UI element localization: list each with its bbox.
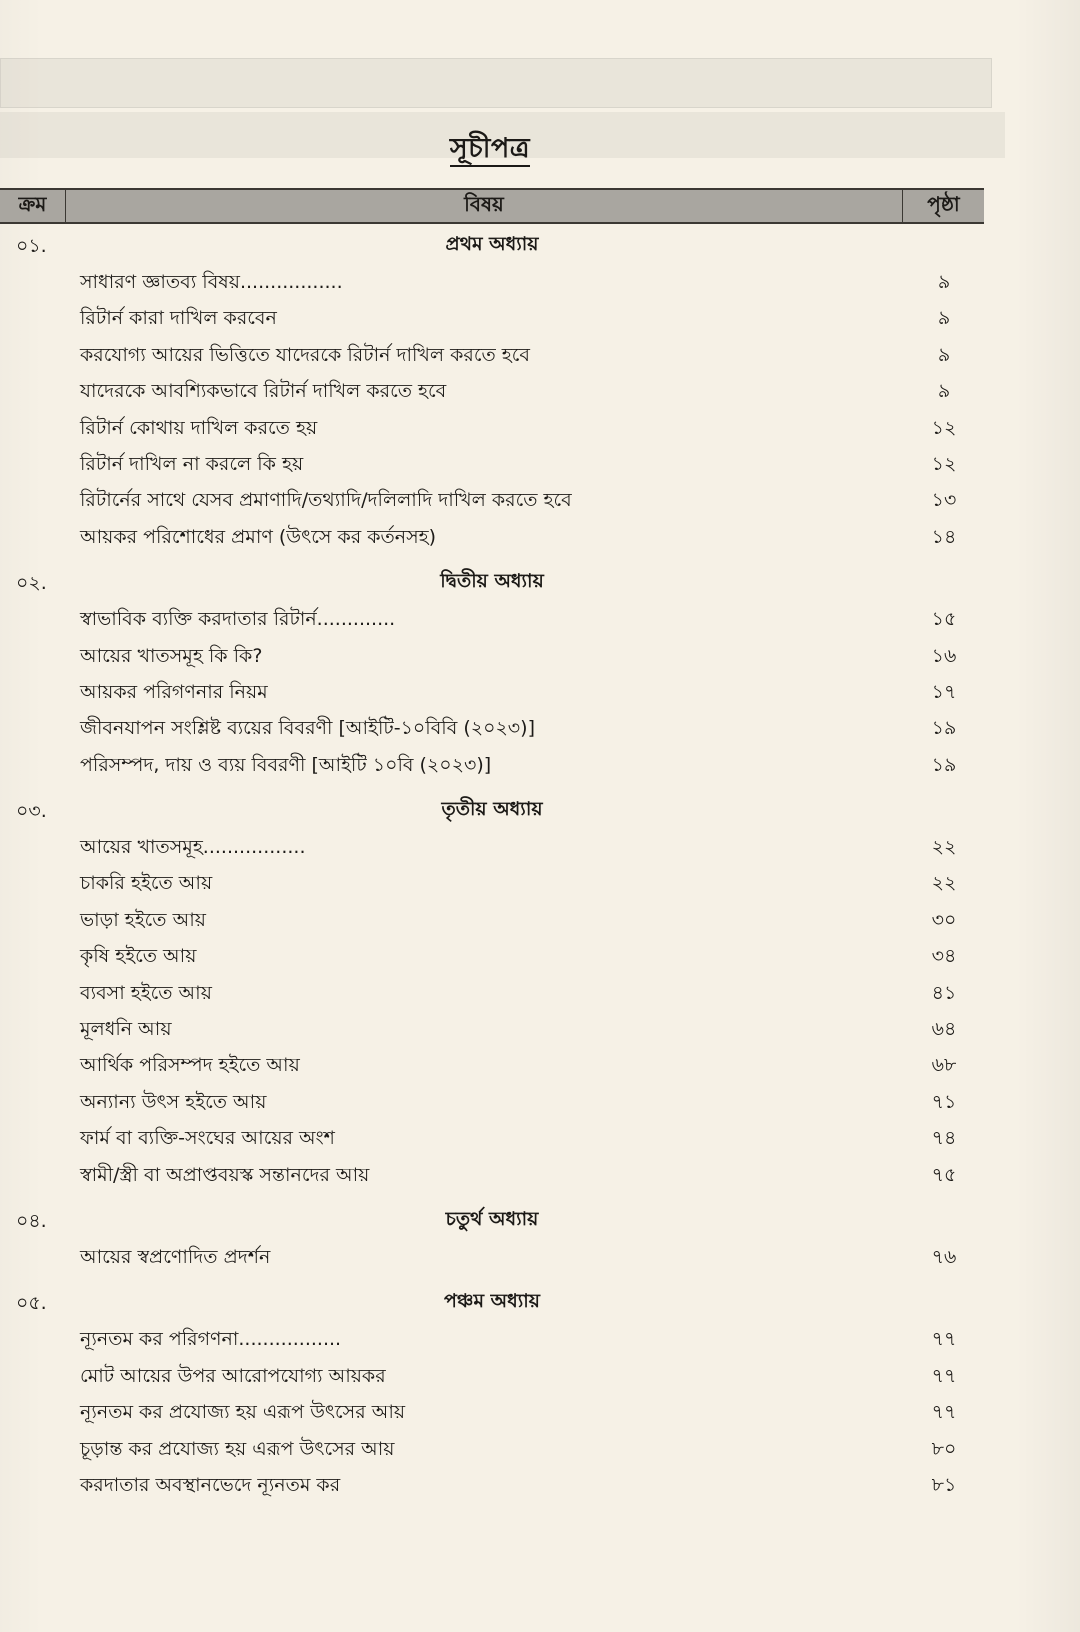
header-topic: বিষয় [464, 191, 504, 216]
entry-page: ২২ [931, 872, 957, 895]
toc-entry[interactable] [0, 1465, 984, 1501]
entry-page: ৭৭ [931, 1328, 957, 1351]
entry-page: ১৩ [931, 489, 957, 512]
entry-label: যাদেরকে আবশ্যিকভাবে রিটার্ন দাখিল করতে হবে [80, 380, 447, 403]
entry-page: ৪১ [931, 981, 957, 1004]
entry-label: কৃষি হইতে আয় [80, 945, 197, 968]
toc-entry[interactable] [0, 1392, 984, 1428]
entry-page: ১৫ [931, 608, 957, 631]
toc-entry[interactable] [0, 745, 984, 781]
chapter-number: ০৪. [16, 1209, 47, 1232]
entry-label: ব্যবসা হইতে আয় [80, 981, 212, 1004]
entry-page: ৩০ [931, 908, 957, 931]
toc-entry[interactable] [0, 1356, 984, 1392]
header-serial: ক্রম [0, 190, 66, 222]
toc-entry[interactable] [0, 1009, 984, 1045]
page-title: সূচীপত্র [0, 128, 980, 173]
toc-entry[interactable] [0, 335, 984, 371]
entry-page: ৬৪ [931, 1018, 957, 1041]
entry-label: রিটার্ন কারা দাখিল করবেন [80, 307, 277, 330]
entry-page: ৭৫ [931, 1163, 957, 1186]
entry-page: ১৯ [931, 717, 957, 740]
chapter-title: চতুর্থ অধ্যায় [445, 1207, 539, 1230]
toc-entry[interactable] [0, 1237, 984, 1273]
entry-label: আয়কর পরিশোধের প্রমাণ (উৎসে কর কর্তনসহ) [80, 525, 437, 548]
toc-entry[interactable] [0, 1118, 984, 1154]
entry-label: রিটার্নের সাথে যেসব প্রমাণাদি/তথ্যাদি/দলিলাদি দাখিল করতে হবে [80, 489, 572, 512]
toc-entry[interactable] [0, 973, 984, 1009]
toc-entry[interactable] [0, 708, 984, 744]
entry-label: পরিসম্পদ, দায় ও ব্যয় বিবরণী [আইটি ১০বি (২০২৩)] [80, 753, 492, 776]
entry-page: ৭৭ [931, 1401, 957, 1424]
toc-entry[interactable] [0, 827, 984, 863]
toc-entry[interactable] [0, 1429, 984, 1465]
toc-entry[interactable] [0, 936, 984, 972]
entry-page: ১২ [931, 452, 957, 475]
entry-page: ৯ [937, 307, 951, 330]
toc-entry[interactable] [0, 672, 984, 708]
toc-entry[interactable] [0, 599, 984, 635]
toc-entry[interactable] [0, 900, 984, 936]
entry-page: ৭১ [931, 1090, 957, 1113]
chapter-number: ০১. [16, 235, 47, 257]
header-page: পৃষ্ঠা [902, 190, 984, 222]
chapter-heading [0, 1201, 984, 1237]
chapter-number: ০২. [16, 572, 47, 595]
entry-page: ৬৮ [931, 1054, 957, 1077]
entry-page: ২২ [931, 836, 957, 859]
entry-page: ৯ [937, 343, 951, 366]
toc-entry[interactable] [0, 444, 984, 480]
toc-entry[interactable] [0, 480, 984, 516]
entry-label: করদাতার অবস্থানভেদে ন্যূনতম কর [80, 1473, 341, 1496]
entry-label: সাধারণ জ্ঞাতব্য বিষয়................. [80, 271, 343, 293]
entry-page: ৭৪ [931, 1127, 957, 1150]
entry-label: রিটার্ন কোথায় দাখিল করতে হয় [80, 416, 318, 439]
entry-label: জীবনযাপন সংশ্লিষ্ট ব্যয়ের বিবরণী [আইটি-১০বিবি (২০২৩)] [80, 717, 535, 740]
entry-page: ৭৬ [931, 1245, 957, 1268]
entry-label: আয়ের খাতসমূহ কি কি? [80, 644, 263, 667]
toc-entry[interactable] [0, 1319, 984, 1355]
entry-page: ১৯ [931, 753, 957, 776]
chapter-heading [0, 563, 984, 599]
entry-label: চাকরি হইতে আয় [80, 872, 213, 895]
entry-label: আয়ের স্বপ্রণোদিত প্রদর্শন [80, 1245, 271, 1268]
entry-page: ৮১ [931, 1473, 957, 1496]
entry-label: ফার্ম বা ব্যক্তি-সংঘের আয়ের অংশ [80, 1127, 335, 1150]
entry-label: চূড়ান্ত কর প্রযোজ্য হয় এরূপ উৎসের আয় [80, 1437, 395, 1460]
entry-page: ৭৭ [931, 1364, 957, 1387]
toc-entry[interactable] [0, 636, 984, 672]
table-of-contents [0, 226, 984, 1501]
entry-label: স্বামী/স্ত্রী বা অপ্রাপ্তবয়স্ক সন্তানদের আয় [80, 1163, 370, 1186]
entry-page: ৩৪ [931, 945, 957, 968]
chapter-title: তৃতীয় অধ্যায় [441, 798, 543, 821]
toc-entry[interactable] [0, 863, 984, 899]
toc-entry[interactable] [0, 1045, 984, 1081]
bleed-through-band [0, 58, 992, 108]
chapter-heading [0, 226, 984, 262]
chapter-title: পঞ্চম অধ্যায় [444, 1290, 540, 1313]
entry-label: ন্যূনতম কর প্রযোজ্য হয় এরূপ উৎসের আয় [80, 1401, 406, 1424]
toc-entry[interactable] [0, 371, 984, 407]
entry-page: ৯ [937, 271, 951, 293]
entry-label: স্বাভাবিক ব্যক্তি করদাতার রিটার্ন............. [80, 608, 396, 631]
entry-page: ৯ [937, 380, 951, 403]
entry-page: ১৭ [931, 680, 957, 703]
chapter-title: দ্বিতীয় অধ্যায় [440, 570, 544, 593]
entry-label: আর্থিক পরিসম্পদ হইতে আয় [80, 1054, 300, 1077]
entry-label: অন্যান্য উৎস হইতে আয় [80, 1090, 267, 1113]
toc-entry[interactable] [0, 517, 984, 553]
entry-page: ১৬ [931, 644, 957, 667]
entry-label: আয়ের খাতসমূহ................. [80, 836, 306, 859]
entry-page: ১২ [931, 416, 957, 439]
chapter-number: ০৩. [16, 800, 47, 823]
entry-label: রিটার্ন দাখিল না করলে কি হয় [80, 452, 304, 475]
entry-label: আয়কর পরিগণনার নিয়ম [80, 680, 268, 703]
toc-entry[interactable] [0, 298, 984, 334]
toc-table-header [0, 188, 984, 224]
chapter-title: প্রথম অধ্যায় [445, 233, 539, 255]
toc-entry[interactable] [0, 262, 984, 298]
toc-entry[interactable] [0, 1082, 984, 1118]
entry-page: ৮০ [931, 1437, 957, 1460]
toc-entry[interactable] [0, 1155, 984, 1191]
entry-page: ১৪ [931, 525, 957, 548]
entry-label: করযোগ্য আয়ের ভিত্তিতে যাদেরকে রিটার্ন দাখিল করতে হবে [80, 343, 530, 366]
entry-label: মূলধনি আয় [80, 1018, 172, 1041]
chapter-number: ০৫. [16, 1292, 47, 1315]
chapter-heading [0, 791, 984, 827]
toc-entry[interactable] [0, 408, 984, 444]
chapter-heading [0, 1283, 984, 1319]
entry-label: ভাড়া হইতে আয় [80, 908, 206, 931]
entry-label: ন্যূনতম কর পরিগণনা................. [80, 1328, 342, 1351]
entry-label: মোট আয়ের উপর আরোপযোগ্য আয়কর [80, 1364, 386, 1387]
